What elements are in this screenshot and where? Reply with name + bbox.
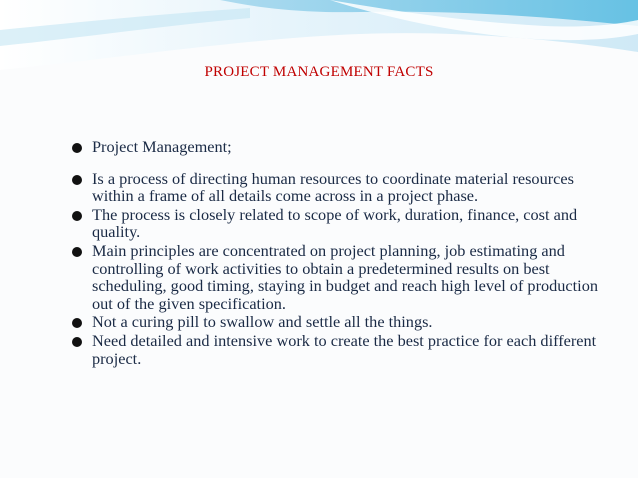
bullet-text: The process is closely related to scope of work, duration, finance, cost and quality. — [92, 204, 578, 242]
bullet-dot-icon — [72, 318, 82, 328]
bullet-item — [72, 242, 612, 312]
bullet-item — [72, 206, 612, 241]
bullet-dot-icon — [72, 337, 82, 347]
bullet-list — [72, 138, 612, 367]
bullet-item — [72, 313, 612, 331]
slide-title: PROJECT MANAGEMENT FACTS — [204, 64, 434, 80]
bullet-item — [72, 138, 612, 156]
bullet-dot-icon — [72, 247, 82, 257]
bullet-dot-icon — [72, 211, 82, 221]
bullet-item — [72, 332, 612, 367]
bullet-text: Need detailed and intensive work to create the best practice for each different project. — [92, 330, 597, 368]
bullet-text: Not a curing pill to swallow and settle all the things. — [92, 312, 433, 332]
bullet-text: Main principles are concentrated on project planning, job estimating and controlling of work activities to obtain a predetermined results on best scheduling, good timing, staying in budget and reach high level of production out of the given specification. — [92, 240, 598, 313]
bullet-item — [72, 170, 612, 205]
bullet-dot-icon — [72, 175, 82, 185]
bullet-dot-icon — [72, 143, 82, 153]
bullet-text: Is a process of directing human resources to coordinate material resources within a frame of all details come across in a project phase. — [92, 168, 574, 206]
bullet-text: Project Management; — [92, 137, 232, 156]
